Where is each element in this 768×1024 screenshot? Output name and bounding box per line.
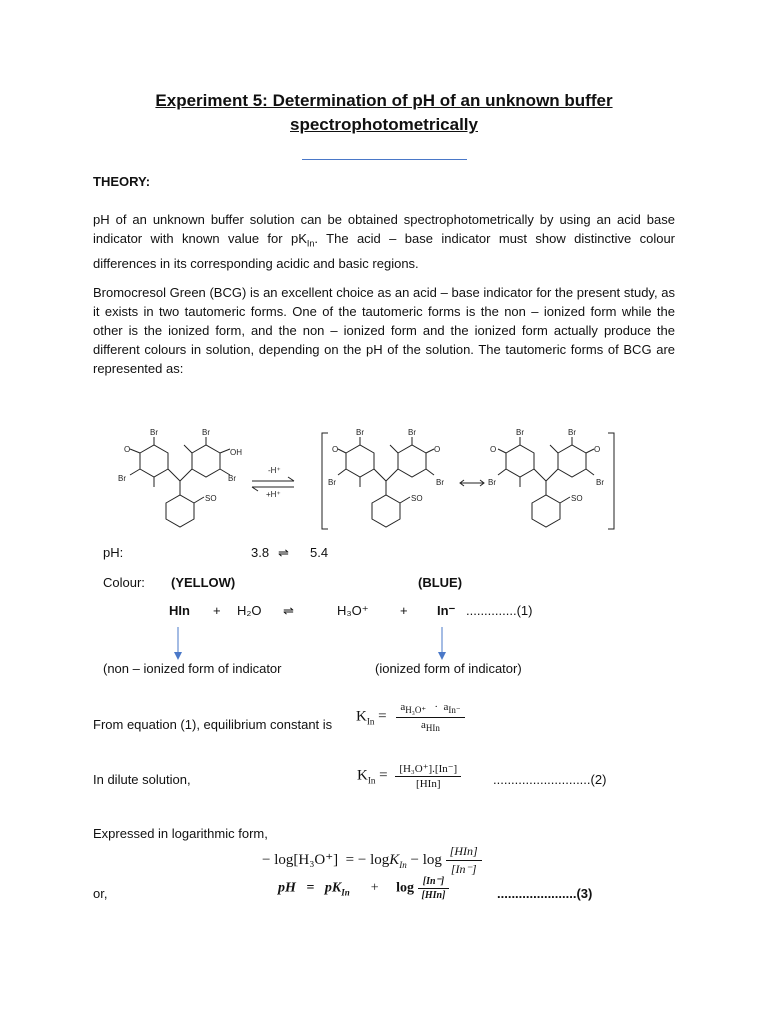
label-plus-h: +H⁺ xyxy=(266,490,281,499)
label-o: O xyxy=(332,445,339,454)
eq1-plus: + xyxy=(400,603,408,618)
nonionized-label: (non – ionized form of indicator xyxy=(103,661,282,676)
label-br: Br xyxy=(436,478,444,487)
eq1-plus: + xyxy=(213,603,221,618)
colour-acid: (YELLOW) xyxy=(171,575,236,590)
label-so3: SO xyxy=(571,494,583,503)
label-br: Br xyxy=(516,428,524,437)
label-so3: SO xyxy=(205,494,217,503)
eq1-h3o: H₃O⁺ xyxy=(337,603,369,618)
theory-heading: THEORY: xyxy=(93,174,151,189)
colour-label: Colour: xyxy=(103,575,145,590)
down-arrow-icon xyxy=(172,627,184,661)
page-title: Experiment 5: Determination of pH of an unknown buffer xyxy=(155,91,613,110)
ph-low-value: 3.8 xyxy=(251,545,270,560)
ph-high-value: 5.4 xyxy=(310,545,329,560)
theory-paragraph-2: Bromocresol Green (BCG) is an excellent choice as an acid – base indicator for the present study, as it exists in two tautomeric forms. One of the tautomeric forms is the non – ionized form while the other is the ionized form, and the non – ionized form and the ionized form actually produce the different colours in solution, depending on the pH of the solution. The tautomeric forms of BCG are represented as: xyxy=(93,285,675,376)
keq-equation: $K_{In}$ = $\frac{a_{H_3O^+} \cdot a_{In^-}}{a_{HIn}}$ xyxy=(356,701,465,733)
label-br: Br xyxy=(408,428,416,437)
down-arrow-icon xyxy=(436,627,448,661)
log-text: Expressed in logarithmic form, xyxy=(93,826,268,841)
label-br: Br xyxy=(118,474,126,483)
eq1-in: In⁻ xyxy=(437,603,456,618)
label-br: Br xyxy=(568,428,576,437)
eq1-hin: HIn xyxy=(169,603,190,618)
label-br: Br xyxy=(228,474,236,483)
henderson-equation: pH = $pK_{In}$ + log $\frac{[In^-]}{\text{[HIn]}}$ xyxy=(278,876,449,901)
eq2-number: ...........................(2) xyxy=(493,772,607,787)
label-so3: SO xyxy=(411,494,423,503)
ph-equilibrium-arrow: ⇌ xyxy=(278,545,289,560)
label-o-neg: O xyxy=(434,445,441,454)
label-o-neg: O xyxy=(490,445,497,454)
dilute-text: In dilute solution, xyxy=(93,772,191,787)
label-br: Br xyxy=(150,428,158,437)
label-o: O xyxy=(124,445,131,454)
colour-base: (BLUE) xyxy=(418,575,463,590)
or-text: or, xyxy=(93,886,108,901)
label-br: Br xyxy=(328,478,336,487)
label-br: Br xyxy=(356,428,364,437)
ph-label: pH: xyxy=(103,545,124,560)
keq-text: From equation (1), equilibrium constant is xyxy=(93,717,333,732)
label-minus-h: -H⁺ xyxy=(268,466,281,475)
eq1-arrow: ⇌ xyxy=(283,603,294,618)
bcg-tautomer-structures xyxy=(110,425,630,537)
label-o: O xyxy=(594,445,601,454)
eq3-number: ......................(3) xyxy=(497,886,593,901)
theory-paragraph-1: pH of an unknown buffer solution can be obtained spectrophotometrically by using an acid base indicator with known value for $pK_{In}$. The acid – base indicator must show distinctive colour differences in its corresponding acidic and basic regions. xyxy=(93,212,676,271)
eq1-h2o: H₂O xyxy=(237,603,262,618)
label-oh: OH xyxy=(230,448,242,457)
eq1-number: ..............(1) xyxy=(466,603,533,618)
label-br: Br xyxy=(488,478,496,487)
dilute-equation: $K_{In}$ = $\frac{\text{[H₃O⁺].[In⁻]}}{\text{[HIn]}}$ xyxy=(357,762,461,790)
label-br: Br xyxy=(596,478,604,487)
ionized-label: (ionized form of indicator) xyxy=(375,661,522,676)
page-title-line2: spectrophotometrically xyxy=(290,115,478,134)
label-br: Br xyxy=(202,428,210,437)
log-equation: − log[H₃O⁺] = − logK$_{In}$ − log $\frac{\text{[HIn]}}{[In^-]}$ xyxy=(262,844,482,877)
title-divider xyxy=(302,159,467,160)
